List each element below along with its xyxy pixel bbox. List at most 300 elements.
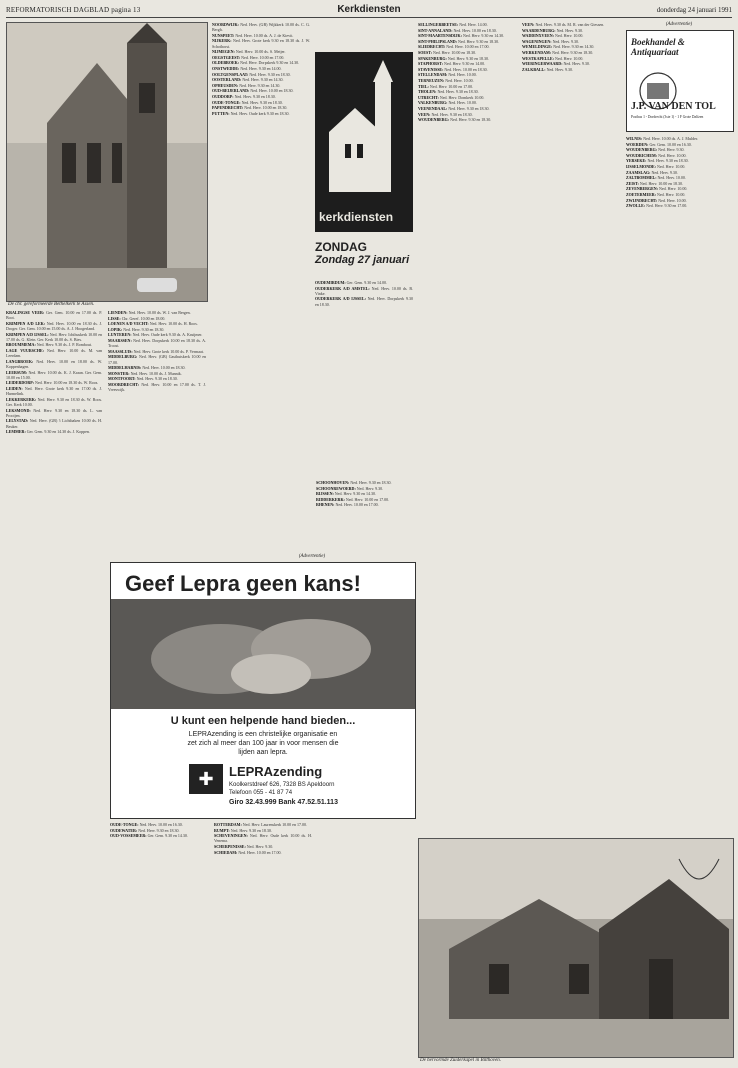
- listing-times: Ned. Herv. 9.30 en 18.30 ds. W. Roos. Ger. Kerk 10.00.: [6, 396, 102, 407]
- listing-place: UTRECHT:: [418, 94, 439, 100]
- listing-times: Ned. Herv. 10.00 en 18.30 ds. J. Droger. Ger. Gem. 10.00 en 15.00 ds. A. J. Hoogerland.: [6, 320, 102, 331]
- listing-times: Ned. Herv. 10.00.: [656, 191, 686, 197]
- listing-entry: [214, 822, 312, 827]
- listing-place: STAVENISSE:: [418, 66, 444, 72]
- listing-entry: [6, 359, 102, 369]
- listing-times: Ned. Herv. 9.30.: [657, 147, 685, 153]
- listing-entry: [212, 33, 310, 38]
- listing-entry: [626, 142, 732, 147]
- listing-place: ZOETERMEER:: [626, 191, 657, 197]
- listing-place: LOENEN A/D VECHT:: [108, 321, 149, 327]
- section-title: Kerkdiensten: [337, 4, 401, 15]
- listing-times: Ned. Herv. 10.00 en 17.00.: [237, 849, 282, 855]
- listing-times: Ger. Gem. 10.00 en 17.00 ds. P. Boot.: [6, 310, 102, 321]
- listing-place: SPAKENBURG:: [418, 55, 447, 61]
- listing-entry: [212, 94, 310, 99]
- listing-entry: [6, 408, 102, 418]
- listing-times: Ned. Herv. 10.00 ds. S. Meijer.: [234, 49, 286, 55]
- listing-entry: [108, 316, 206, 321]
- listing-times: Ned. Herv. 10.00 en 17.00.: [344, 496, 390, 502]
- listing-times: Ned. Herv. 9.30 en 18.30.: [551, 49, 594, 55]
- listing-times: Ned. Herv. 9.30 ds. M. R. van der Giessen.: [534, 22, 605, 27]
- listing-place: KRIMPEN A/D LEK:: [6, 320, 46, 326]
- listing-place: SCHERPENISSE:: [214, 843, 246, 849]
- listing-entry: [212, 83, 310, 88]
- listing-place: PUTTEN:: [212, 110, 230, 116]
- column-2b: [110, 822, 208, 1062]
- ad-sub-heading: U kunt een helpende hand bieden...: [170, 715, 356, 727]
- listing-times: Ned. Herv. 10.00 ds. A. J. Mulder.: [642, 136, 698, 141]
- listing-entry: [6, 332, 102, 342]
- sunday-label: ZONDAG: [315, 240, 367, 254]
- listing-times: Ned. Herv. 9.30 en 18.30.: [449, 117, 492, 123]
- listing-place: SELLINGERBEETSE:: [418, 22, 459, 27]
- listing-entry: [214, 850, 312, 855]
- listing-entry: [418, 61, 516, 66]
- listing-entry: [212, 77, 310, 82]
- listing-place: WIERINGERWAARD:: [522, 61, 563, 67]
- column-3b: [214, 822, 312, 1062]
- listing-entry: [418, 89, 516, 94]
- listing-place: OOLTGENSPLAAT:: [212, 71, 249, 77]
- listing-times: Ned. Herv. 9.30 en 18.30.: [447, 105, 490, 111]
- listing-times: Ned. Herv. 10.00 en 17.00.: [334, 502, 379, 508]
- listing-entry: [214, 828, 312, 833]
- listing-times: Ned. Herv. 10.00 en 18.30.: [452, 27, 497, 33]
- chapel-illustration: [419, 839, 733, 1057]
- listing-times: Ger. Gem. 9.30 en 14.00.: [345, 280, 387, 285]
- listing-place: OPHEUSDEN:: [212, 82, 239, 88]
- listing-times: Ned. Herv. 9.30 en 18.30.: [248, 71, 291, 77]
- listing-place: OUD-VOSSEMEER:: [110, 833, 147, 839]
- listing-place: WOUDENBERG:: [626, 147, 658, 153]
- listing-place: SCHOONREWOERD:: [316, 485, 356, 491]
- church-photo-assen: [6, 22, 208, 302]
- listing-place: WEMELDINGE:: [522, 44, 553, 50]
- listing-place: WADDINXVEEN:: [522, 33, 555, 39]
- listing-times: Ned. Herv. (GB) Gasthuiskerk 10.00 en 17.00.: [108, 354, 206, 365]
- listing-entry: [418, 22, 516, 27]
- listing-entry: [418, 117, 516, 122]
- listing-place: RUMPT:: [214, 827, 230, 833]
- listing-place: BROUMMEMA:: [6, 342, 36, 348]
- listing-entry: [626, 170, 732, 175]
- listing-entry: [626, 198, 732, 203]
- bookstore-advertisement[interactable]: [626, 30, 734, 132]
- listing-times: Ned. Herv. 10.00 en 18.00 ds. W. Koppenhagen.: [6, 358, 102, 369]
- listing-times: Chr. Geref. 10.00 en 18.00.: [120, 315, 166, 321]
- listing-entry: [212, 38, 310, 48]
- listing-times: Ned. Herv. 10.00.: [657, 152, 687, 158]
- listing-place: LISSE:: [108, 315, 121, 321]
- listing-times: Ned. Herv. 9.30 en 18.30.: [436, 89, 479, 95]
- listing-place: MIDDELHARNIS:: [108, 365, 142, 371]
- listing-place: ONSTWEDDE:: [212, 65, 240, 71]
- listing-entry: [626, 203, 732, 208]
- listing-place: WOUDENBERG:: [418, 117, 450, 123]
- listing-times: Ned. Herv. 10.00 ds. K. J. Kraan. Ger. Gem. 10.00 en 15.00.: [6, 369, 102, 380]
- listing-entry: [108, 354, 206, 364]
- listing-place: NIJMEGEN:: [212, 49, 235, 55]
- listing-place: WAGENINGEN:: [522, 38, 552, 44]
- listing-place: WESTKAPELLE:: [522, 55, 555, 61]
- listing-entry: [6, 370, 102, 380]
- listing-times: Ned. Herv. 10.00 ds. W. J. van Bergen.: [127, 310, 191, 315]
- listing-times: Ned. Herv. 10.00.: [656, 163, 686, 169]
- ad-label-book: (Advertentie): [665, 22, 693, 27]
- listing-times: Ned. Herv. 9.30.: [562, 61, 590, 67]
- listing-entry: [418, 72, 516, 77]
- listing-times: Ned. Herv. 9.30 en 14.30.: [238, 82, 281, 88]
- listing-times: Ned. Herv. 9.30 en 18.30.: [233, 93, 276, 99]
- listing-entry: [418, 56, 516, 61]
- listing-times: Ned. Herv. 9.30 ds. J. P. Rombout.: [35, 342, 92, 348]
- listing-times: Ned. Herv. 9.30 en 18.30.: [646, 158, 689, 164]
- listing-entry: [626, 158, 732, 163]
- kerkdiensten-logo: [315, 52, 413, 232]
- newspaper-name: REFORMATORISCH DAGBLAD pagina 13: [6, 6, 141, 14]
- listing-place: ZWOLLE:: [626, 203, 646, 209]
- listing-entry: [626, 136, 732, 141]
- column-5: [418, 22, 516, 832]
- listing-times: Ned. Herv. 9.30 en 14.30.: [333, 491, 376, 497]
- listing-times: Ned. Herv. Oude kerk 9.30 ds. A. Kruijmer.: [131, 332, 203, 338]
- listing-place: TIEL:: [418, 83, 429, 89]
- listing-entry: [626, 175, 732, 180]
- listing-place: VEEN:: [522, 22, 535, 27]
- listing-times: Ned. Herv. 10.00 en 18.30.: [243, 105, 288, 111]
- listing-place: SINT-PHILIPSLAND:: [418, 38, 457, 44]
- listing-times: Ned. Herv. 10.00 en 17.00 ds. T. J. Vreeswijk.: [108, 381, 206, 393]
- listing-place: LIENDEN:: [108, 310, 128, 315]
- listing-times: Ger. Gem. 10.00 en 16.30.: [648, 141, 692, 147]
- listing-place: MAASSLUIS:: [108, 348, 133, 354]
- listing-place: PAPENDRECHT:: [212, 105, 244, 111]
- listing-times: Ned. Herv. 10.00 en 18.30.: [431, 49, 477, 55]
- listing-place: NIJKERK:: [212, 38, 232, 44]
- ad-giro: Giro 32.43.999 Bank 47.52.51.113: [229, 799, 338, 806]
- listing-place: NOORDWIJK:: [212, 22, 239, 27]
- bookstore-title: Boekhandel & Antiquariaat: [631, 37, 685, 57]
- listing-times: Ned. Herv. 10.00 en 17.00.: [428, 83, 474, 89]
- listing-entry: [212, 22, 310, 32]
- listing-times: Ned. Herv. 9.30 en 18.30.: [122, 326, 165, 332]
- listing-place: LOPIK:: [108, 326, 123, 332]
- listing-place: LEIDERDORP:: [6, 380, 35, 386]
- bookstore-address: Postbus 1 - Dordrecht (3ste 1) - 1 F Grote Dalfzen: [631, 115, 704, 119]
- listing-entry: [315, 296, 413, 306]
- bookstore-name: J.P. VAN DEN TOL: [631, 101, 716, 112]
- listing-entry: [212, 49, 310, 54]
- listing-entry: [108, 310, 206, 315]
- listing-place: SINT-ANNALAND:: [418, 27, 453, 33]
- listing-entry: [108, 376, 206, 381]
- listing-times: Ned. Herv. (GB) Wijkkerk 10.00 ds. C. G. Bergh.: [212, 22, 310, 33]
- listing-place: STAPHORST:: [418, 61, 443, 67]
- listing-place: SCHOONHOVEN:: [316, 480, 350, 485]
- listing-entry: [212, 88, 310, 93]
- listing-entry: [626, 164, 732, 169]
- listing-times: Ned. Herv. 9.30 en 14.30.: [241, 77, 284, 83]
- listing-entry: [214, 844, 312, 849]
- listing-times: Ned. Herv. 9.30.: [650, 169, 678, 175]
- listing-place: LUNTEREN:: [108, 332, 132, 338]
- listing-place: OUDDORP:: [212, 93, 234, 99]
- listing-times: Ned. Herv. 10.00 en 18.30.: [249, 88, 294, 94]
- listing-times: Ned. Herv. 9.30 en 18.30.: [135, 376, 178, 382]
- listing-place: LEKKERKERK:: [6, 396, 37, 402]
- listing-times: Ned. Herv. 9.30 en 18.30.: [137, 827, 180, 833]
- listing-place: MONSTER:: [108, 370, 130, 376]
- listing-times: Ned. Herv. 10.00 ds. A. J. de Kievit.: [234, 32, 294, 38]
- listing-place: SINT-MAARTENSDIJK:: [418, 33, 462, 39]
- listing-times: Ned. Herv. Oude kerk 9.30 en 18.30.: [229, 110, 290, 116]
- listing-entry: [6, 342, 102, 347]
- listing-entry: [108, 338, 206, 348]
- listing-place: KRIMPEN A/D IJSSEL:: [6, 331, 49, 337]
- listing-entry: [6, 429, 102, 434]
- listing-times: Ger. Gem. 9.30 en 14.30.: [146, 833, 188, 839]
- listing-entry: [522, 33, 620, 38]
- listing-entry: [6, 418, 102, 428]
- listing-entry: [212, 72, 310, 77]
- listing-times: Ned. Herv. 10.00 en 18.30.: [141, 365, 186, 371]
- listing-place: OLDEBROEK:: [212, 60, 240, 66]
- listing-times: Ned. Herv. 9.30.: [551, 38, 579, 44]
- listing-place: OUD-BEIJERLAND:: [212, 88, 250, 94]
- listing-place: LANGBROEK:: [6, 358, 34, 364]
- listing-place: SLIEDRECHT:: [418, 44, 446, 50]
- listing-place: RIJSSEN:: [316, 491, 334, 497]
- listing-place: OUDEMIRDUM:: [315, 280, 346, 285]
- ad-headline: Geef Lepra geen kans!: [125, 571, 361, 596]
- listing-times: Ned. Herv. 10.00.: [447, 72, 477, 78]
- ad-label-lepra: (Advertentie): [298, 554, 326, 559]
- listing-place: WERKENDAM:: [522, 49, 552, 55]
- listing-times: Ned. Herv. 10.00 ds. H. Roos.: [148, 321, 198, 327]
- listing-entry: [6, 386, 102, 396]
- listing-place: OUDEWATER:: [110, 827, 138, 833]
- listing-place: LAGE VUURSCHE:: [6, 347, 44, 353]
- listing-times: Ned. Herv. 10.00.: [658, 186, 688, 192]
- page-header: [6, 4, 732, 16]
- listing-times: Ned. Herv. 14.00.: [458, 22, 488, 27]
- church-logo-icon: [315, 52, 413, 232]
- listing-times: Ned. Herv. 10.00 ds. B. Vinke.: [315, 285, 413, 296]
- listing-place: VALKENBURG:: [418, 100, 448, 106]
- listing-times: Ned. Herv. (GB) 't Lichtbaken 10.00 ds. H. Beuker.: [6, 418, 102, 429]
- listing-times: Ned. Herv. 10.00.: [656, 175, 686, 181]
- listing-entry: [6, 397, 102, 407]
- listing-entry: [108, 371, 206, 376]
- listing-entry: [108, 321, 206, 326]
- listing-entry: [315, 280, 413, 285]
- listing-times: Ned. Herv. 9.30 en 18.30.: [240, 99, 283, 105]
- logo-label: kerkdiensten: [319, 210, 394, 224]
- listing-place: STELLENDAM:: [418, 72, 448, 78]
- listing-entry: [522, 22, 620, 27]
- listing-times: Ned. Herv. 9.30 en 14.00.: [442, 61, 486, 67]
- column-2: [212, 22, 310, 552]
- listing-times: Ned. Herv. Dorpskerk 9.30 en 18.30.: [315, 296, 413, 307]
- listing-place: OUDERKERK A/D AMSTEL:: [315, 285, 370, 291]
- listing-entry: [626, 181, 732, 186]
- column-1: [6, 310, 102, 1060]
- church-illustration: [7, 23, 207, 301]
- listing-entry: [108, 327, 206, 332]
- listing-place: TERNEUZEN:: [418, 77, 445, 83]
- listing-entry: [522, 44, 620, 49]
- listing-place: VEEN:: [418, 111, 431, 117]
- listing-entry: [522, 61, 620, 66]
- listing-entry: [316, 502, 414, 507]
- listing-times: Ned. Herv. 9.30 en 14.30.: [552, 44, 595, 50]
- listing-entry: [418, 28, 516, 33]
- listing-times: Ned. Herv. Dorpskerk 10.00 en 18.30 ds. A. Troost.: [108, 337, 206, 349]
- listing-place: ZWIJNDRECHT:: [626, 197, 658, 203]
- listing-times: Ned. Herv. 9.30.: [545, 66, 573, 72]
- listing-times: Ned. Herv. 9.30.: [245, 843, 274, 849]
- listing-place: LEERSUM:: [6, 369, 28, 375]
- listing-place: ROTTERDAM:: [214, 822, 242, 827]
- listing-place: LELYSTAD:: [6, 418, 29, 424]
- listing-times: Ned. Herv. Laurenskerk 10.00 en 17.00.: [241, 822, 307, 827]
- listing-place: OEGSTGEEST:: [212, 54, 241, 60]
- listing-place: OUDE-TONGE:: [212, 99, 241, 105]
- listing-place: ZEVENBERGEN:: [626, 186, 659, 192]
- ad-body-2: zet zich al meer dan 100 jaar in voor mensen die: [187, 740, 339, 747]
- listing-entry: [212, 100, 310, 105]
- listing-entry: [418, 78, 516, 83]
- listing-times: Ned. Herv. 9.30 en 18.30.: [229, 827, 272, 833]
- listing-place: OUDE-TONGE:: [110, 822, 139, 827]
- listing-times: Ned. Herv. 10.00.: [554, 33, 584, 39]
- listing-entry: [212, 111, 310, 116]
- listing-place: MAARSSEN:: [108, 337, 132, 343]
- listing-entry: [212, 105, 310, 110]
- listing-times: Ger. Gem. 9.30 en 14.30 ds. J. Koppen.: [25, 429, 90, 435]
- listing-times: Ned. Herv. 10.00 ds. J. Munnik.: [129, 370, 182, 376]
- listing-place: VEENENDAAL:: [418, 105, 448, 111]
- listing-place: KRALINGSE VEER:: [6, 310, 45, 315]
- listing-place: THOLEN:: [418, 89, 437, 95]
- lepra-logo-icon: ✚: [189, 764, 223, 794]
- listing-place: ZALKBALL:: [522, 66, 546, 72]
- column-6: [522, 22, 620, 832]
- listing-place: ZAAMSLAG:: [626, 169, 651, 175]
- listing-place: ZEIST:: [626, 180, 639, 186]
- listing-place: SOEST:: [418, 49, 432, 55]
- column-4: [316, 480, 414, 1060]
- listing-entry: [418, 106, 516, 111]
- listing-entry: [212, 55, 310, 60]
- listing-times: Ned. Herv. Grote kerk 10.00 ds. P. Vermaat.: [132, 348, 204, 354]
- photo-caption-assen: De chr. gereformeerde Bethelkerk te Assen.: [8, 302, 95, 307]
- listing-times: Ned. Herv. Ichthuskerk 10.00 en 17.00 ds. G. Klein. Ger. Kerk 10.00 ds. S. Bies.: [6, 331, 102, 342]
- listing-place: SCHEVENINGEN:: [214, 833, 248, 839]
- listing-times: Ned. Herv. 10.00 en 17.00.: [445, 44, 490, 50]
- listing-place: WOUDRICHEM:: [626, 152, 658, 158]
- ad-address: Koolkerstdreef 626, 7328 BS Apeldoorn: [229, 782, 335, 788]
- listing-place: RHENEN:: [316, 502, 335, 508]
- listing-entry: [418, 95, 516, 100]
- listing-place: ZALTBOMMEL:: [626, 175, 657, 181]
- listing-entry: [418, 39, 516, 44]
- listing-entry: [418, 67, 516, 72]
- listing-times: Ned. Herv. 9.30 en 18.30 ds. L. van Prooijen.: [6, 407, 102, 418]
- listing-entry: [418, 100, 516, 105]
- listing-entry: [110, 833, 208, 838]
- listing-times: Ned. Herv. 10.00.: [444, 77, 474, 83]
- listing-entry: [522, 67, 620, 72]
- listing-times: Ned. Herv. 9.30 en 18.30.: [349, 480, 392, 485]
- listing-times: Ned. Herv. Grote kerk 9.30 en 17.00 ds. J. Harmelink.: [6, 385, 102, 397]
- listing-entry: [626, 153, 732, 158]
- listing-times: Ned. Herv. 9.30 en 17.00.: [645, 203, 688, 209]
- listing-times: Ned. Herv. 9.30 en 18.30.: [430, 111, 473, 117]
- listing-entry: [626, 186, 732, 191]
- listing-place: NUNSPEET:: [212, 32, 235, 38]
- listing-entry: [522, 56, 620, 61]
- listing-entry: [316, 497, 414, 502]
- listing-place: RIDDERKERK:: [316, 496, 345, 502]
- listing-times: Ned. Herv. 9.30 en 14.30.: [461, 33, 505, 39]
- listing-entry: [315, 286, 413, 296]
- zuiderkapel-photo: [418, 838, 734, 1058]
- listing-entry: [6, 310, 102, 320]
- listing-times: Ned. Herv. 10.00.: [657, 197, 687, 203]
- issue-date: donderdag 24 januari 1991: [656, 6, 732, 14]
- ad-brand: LEPRAzending: [229, 764, 323, 779]
- listing-place: YERSEKE:: [626, 158, 647, 164]
- listing-place: MOORDRECHT:: [108, 381, 140, 387]
- listing-times: Ned. Herv. Dorpskerk 9.30 en 14.30.: [239, 60, 300, 66]
- sunday-heading: [315, 240, 413, 276]
- listing-entry: [418, 84, 516, 89]
- listing-times: Ned. Herv. 10.00 en 16.30.: [138, 822, 183, 827]
- listing-times: Ned. Herv. 10.00 en 18.30.: [638, 180, 684, 186]
- ad-body-3: lijden aan lepra.: [238, 749, 288, 756]
- listing-times: Ned. Herv. 9.30.: [555, 27, 583, 33]
- listing-entry: [108, 332, 206, 337]
- listing-entry: [212, 66, 310, 71]
- listing-place: OUDERKERK A/D IJSSEL:: [315, 296, 366, 302]
- listing-entry: [418, 112, 516, 117]
- listing-place: OOSTERLAND:: [212, 77, 242, 83]
- listing-place: LEIDEN:: [6, 385, 23, 391]
- listing-entry: [6, 348, 102, 358]
- listing-entry: [6, 321, 102, 331]
- listing-times: Ned. Herv. 10.00 en 17.00.: [240, 54, 285, 60]
- listing-entry: [316, 486, 414, 491]
- listing-place: WILNIS:: [626, 136, 643, 141]
- listing-place: MONTFOORT:: [108, 376, 136, 382]
- listing-times: Ned. Herv. 9.30 en 18.30.: [446, 55, 490, 61]
- listing-entry: [418, 44, 516, 49]
- listing-entry: [110, 828, 208, 833]
- listing-entry: [522, 39, 620, 44]
- listing-times: Ned. Herv. 10.00.: [447, 100, 477, 106]
- listing-entry: [626, 192, 732, 197]
- ad-phone: Telefoon 055 - 41 87 74: [229, 790, 293, 796]
- listing-entry: [110, 822, 208, 827]
- listing-place: LEKSMOND:: [6, 407, 31, 413]
- listing-place: LEMMER:: [6, 429, 26, 435]
- listing-times: Ned. Herv. Oude kerk 10.00 ds. H. Venema.: [214, 833, 312, 844]
- header-rule: [6, 17, 732, 18]
- listing-entry: [212, 60, 310, 65]
- listing-times: Ned. Herv. 10.00 en 18.30.: [443, 66, 488, 72]
